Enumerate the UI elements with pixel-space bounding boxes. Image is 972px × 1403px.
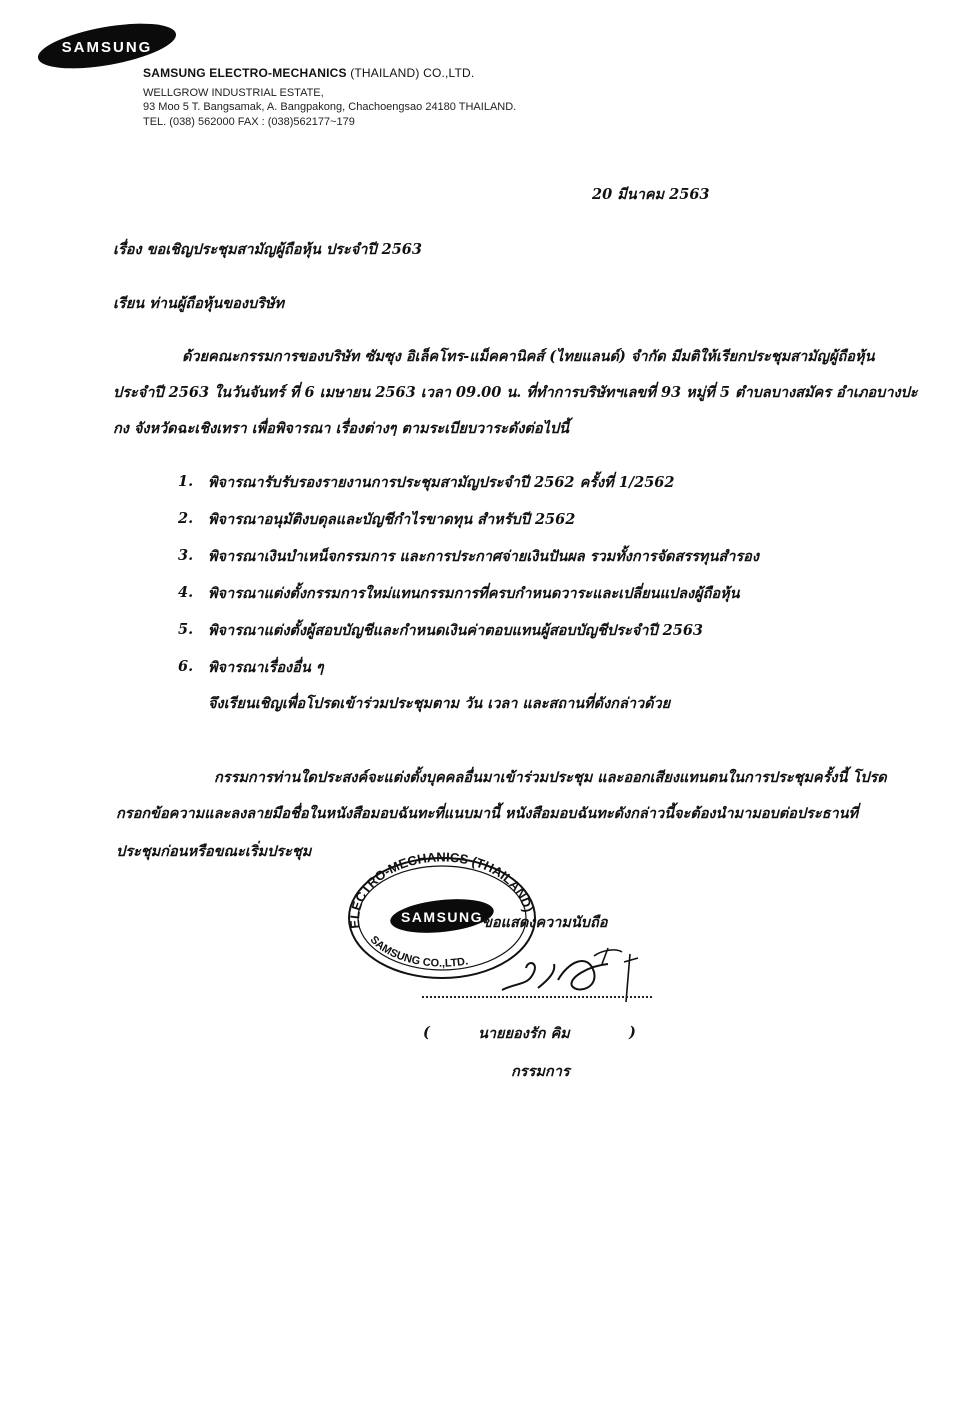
- signature-line: [422, 996, 652, 998]
- paragraph-2-line-2: กรอกข้อความและลงลายมือชื่อในหนังสือมอบฉันทะที่แนบมานี้ หนังสือมอบฉันทะดังกล่าวนี้จะต้องนำมามอบต่อประธานที่: [116, 805, 859, 822]
- company-name-rest: (THAILAND) CO.,LTD.: [346, 66, 475, 80]
- agenda-item: พิจารณาแต่งตั้งผู้สอบบัญชีและกำหนดเงินค่าตอบแทนผู้สอบบัญชีประจำปี 2563: [208, 622, 704, 639]
- name-paren-open: (: [423, 1024, 430, 1041]
- letter-salutation: เรียน ท่านผู้ถือหุ้นของบริษัท: [113, 295, 285, 312]
- invitation-line: จึงเรียนเชิญเพื่อโปรดเข้าร่วมประชุมตาม วัน เวลา และสถานที่ดังกล่าวด้วย: [208, 695, 671, 712]
- agenda-number: 2.: [178, 510, 194, 527]
- paragraph-1-line-2: ประจำปี 2563 ในวันจันทร์ ที่ 6 เมษายน 2563 เวลา 09.00 น. ที่ทำการบริษัทฯเลขที่ 93 หมู่ที่ 5 ตำบลบางสมัคร อำเภอบางปะ: [113, 384, 918, 401]
- seal-ring-bottom-text: SAMSUNG CO.,LTD.: [367, 933, 470, 970]
- paragraph-2-line-3: ประชุมก่อนหรือขณะเริ่มประชุม: [116, 843, 312, 860]
- paragraph-1-line-3: กง จังหวัดฉะเชิงเทรา เพื่อพิจารณา เรื่องต่างๆ ตามระเบียบวาระดังต่อไปนี้: [113, 420, 569, 437]
- company-name: [143, 66, 474, 80]
- agenda-number: 4.: [178, 584, 194, 601]
- address-line-1: WELLGROW INDUSTRIAL ESTATE,: [143, 87, 324, 99]
- logo-text: SAMSUNG: [61, 39, 153, 56]
- agenda-item: พิจารณาเรื่องอื่น ๆ: [208, 659, 324, 676]
- agenda-number: 1.: [178, 473, 194, 490]
- paragraph-1-line-1: ด้วยคณะกรรมการของบริษัท ซัมซุง อิเล็คโทร-แม็คคานิคส์ (ไทยแลนด์) จำกัด มีมติให้เรียกประชุมสามัญผู้ถือหุ้น: [182, 348, 875, 365]
- signatory-position: กรรมการ: [511, 1063, 570, 1080]
- agenda-number: 5.: [178, 621, 194, 638]
- letter-date: 20 มีนาคม 2563: [592, 186, 710, 203]
- agenda-number: 3.: [178, 547, 194, 564]
- letter-subject: เรื่อง ขอเชิญประชุมสามัญผู้ถือหุ้น ประจำปี 2563: [113, 241, 422, 258]
- signatory-name: นายยองรัก คิม: [478, 1025, 570, 1042]
- closing-text: ขอแสดงความนับถือ: [482, 914, 608, 931]
- samsung-logo: [36, 22, 178, 70]
- agenda-item: พิจารณารับรับรองรายงานการประชุมสามัญประจำปี 2562 ครั้งที่ 1/2562: [208, 474, 675, 491]
- agenda-item: พิจารณาเงินบำเหน็จกรรมการ และการประกาศจ่ายเงินปันผล รวมทั้งการจัดสรรทุนสำรอง: [208, 548, 759, 565]
- agenda-item: พิจารณาอนุมัติงบดุลและบัญชีกำไรขาดทุน สำหรับปี 2562: [208, 511, 576, 528]
- agenda-number: 6.: [178, 658, 194, 675]
- address-line-2: 93 Moo 5 T. Bangsamak, A. Bangpakong, Chachoengsao 24180 THAILAND.: [143, 101, 517, 113]
- agenda-item: พิจารณาแต่งตั้งกรรมการใหม่แทนกรรมการที่ครบกำหนดวาระและเปลี่ยนแปลงผู้ถือหุ้น: [208, 585, 740, 602]
- company-name-bold: SAMSUNG ELECTRO-MECHANICS: [143, 66, 347, 80]
- seal-ring-top-text: ELECTRO-MECHANICS (THAILAND): [347, 850, 536, 930]
- contact-line: TEL. (038) 562000 FAX : (038)562177~179: [143, 116, 355, 128]
- seal-center-text: SAMSUNG: [400, 909, 484, 925]
- paragraph-2-line-1: กรรมการท่านใดประสงค์จะแต่งตั้งบุคคลอื่นมาเข้าร่วมประชุม และออกเสียงแทนตนในการประชุมครั้งนี้ โปรด: [214, 769, 887, 786]
- handwritten-signature: [498, 942, 648, 1002]
- name-paren-close: ): [629, 1024, 636, 1041]
